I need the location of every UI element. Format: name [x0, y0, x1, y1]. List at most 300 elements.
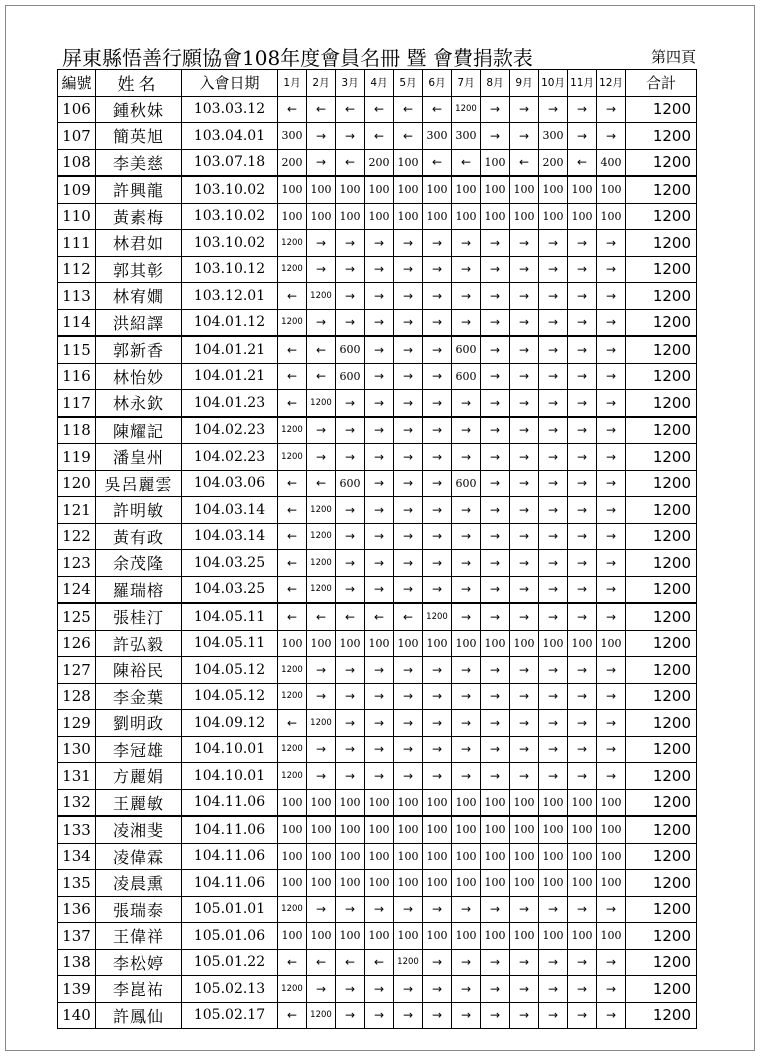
month-cell: → [394, 417, 423, 444]
join-date: 104.11.06 [182, 843, 278, 870]
header-row [58, 70, 697, 97]
month-cell: → [510, 896, 539, 923]
month-cell: → [336, 497, 365, 524]
month-cell: → [481, 949, 510, 976]
month-cell: 100 [539, 176, 568, 203]
month-cell: → [597, 710, 626, 737]
month-cell: → [568, 736, 597, 763]
month-cell: 100 [539, 870, 568, 897]
month-cell: ← [307, 603, 336, 630]
month-cell: 100 [510, 816, 539, 843]
month-cell: → [307, 683, 336, 710]
month-cell: → [597, 444, 626, 471]
member-number: 133 [58, 816, 96, 843]
month-cell: → [481, 576, 510, 603]
month-cell: → [597, 603, 626, 630]
month-cell: 100 [336, 923, 365, 950]
total-cell: 1200 [626, 256, 697, 283]
table-row [58, 309, 697, 336]
month-cell: → [597, 309, 626, 336]
month-cell: 100 [365, 816, 394, 843]
month-cell: 100 [365, 176, 394, 203]
total-cell: 1200 [626, 336, 697, 363]
month-cell: 100 [336, 789, 365, 816]
member-number: 107 [58, 123, 96, 150]
member-name: 許明敏 [96, 497, 182, 524]
month-cell: ← [365, 96, 394, 123]
month-cell: 100 [481, 630, 510, 657]
table-row [58, 444, 697, 471]
month-cell: 1200 [307, 710, 336, 737]
month-cell: 1200 [394, 949, 423, 976]
member-name: 李松婷 [96, 949, 182, 976]
month-cell: → [510, 949, 539, 976]
month-cell: → [568, 470, 597, 497]
month-cell: → [597, 96, 626, 123]
table-row [58, 736, 697, 763]
month-cell: → [336, 230, 365, 257]
header-month: 9月 [510, 70, 539, 97]
member-number: 134 [58, 843, 96, 870]
month-cell: → [423, 550, 452, 577]
header-month: 10月 [539, 70, 568, 97]
total-cell: 1200 [626, 657, 697, 684]
month-cell: → [336, 444, 365, 471]
month-cell: → [394, 710, 423, 737]
month-cell: 100 [510, 203, 539, 230]
month-cell: → [568, 949, 597, 976]
month-cell: → [307, 896, 336, 923]
member-number: 118 [58, 417, 96, 444]
month-cell: → [452, 576, 481, 603]
month-cell: → [510, 976, 539, 1003]
month-cell: 100 [539, 203, 568, 230]
month-cell: → [597, 523, 626, 550]
month-cell: → [481, 283, 510, 310]
month-cell: 1200 [278, 683, 307, 710]
month-cell: 100 [394, 816, 423, 843]
table-row [58, 176, 697, 203]
month-cell: 1200 [307, 497, 336, 524]
month-cell: 100 [394, 923, 423, 950]
month-cell: 600 [336, 363, 365, 390]
month-cell: 100 [510, 923, 539, 950]
member-name: 李冠雄 [96, 736, 182, 763]
join-date: 104.11.06 [182, 789, 278, 816]
month-cell: → [568, 390, 597, 417]
month-cell: → [597, 896, 626, 923]
month-cell: ← [278, 363, 307, 390]
month-cell: → [452, 283, 481, 310]
month-cell: 100 [568, 843, 597, 870]
join-date: 105.01.22 [182, 949, 278, 976]
month-cell: → [597, 1002, 626, 1029]
join-date: 104.05.11 [182, 603, 278, 630]
month-cell: → [568, 283, 597, 310]
join-date: 104.10.01 [182, 763, 278, 790]
month-cell: → [597, 736, 626, 763]
month-cell: 100 [539, 789, 568, 816]
table-row [58, 949, 697, 976]
member-number: 127 [58, 657, 96, 684]
month-cell: 100 [307, 789, 336, 816]
join-date: 103.03.12 [182, 96, 278, 123]
month-cell: ← [336, 603, 365, 630]
member-name: 陳裕民 [96, 657, 182, 684]
total-cell: 1200 [626, 1002, 697, 1029]
month-cell: 1200 [278, 444, 307, 471]
month-cell: 100 [423, 816, 452, 843]
month-cell: → [423, 363, 452, 390]
month-cell: → [452, 309, 481, 336]
month-cell: 100 [481, 149, 510, 176]
member-name: 林永欽 [96, 390, 182, 417]
month-cell: 100 [568, 176, 597, 203]
member-name: 黃有政 [96, 523, 182, 550]
month-cell: → [568, 444, 597, 471]
month-cell: → [568, 896, 597, 923]
member-name: 王偉祥 [96, 923, 182, 950]
join-date: 104.02.23 [182, 417, 278, 444]
month-cell: 100 [452, 870, 481, 897]
join-date: 105.01.01 [182, 896, 278, 923]
member-name: 李美慈 [96, 149, 182, 176]
month-cell: → [597, 470, 626, 497]
month-cell: → [452, 896, 481, 923]
month-cell: 100 [307, 630, 336, 657]
month-cell: → [307, 976, 336, 1003]
month-cell: ← [278, 550, 307, 577]
table-row [58, 390, 697, 417]
total-cell: 1200 [626, 603, 697, 630]
month-cell: → [510, 363, 539, 390]
member-name: 張瑞泰 [96, 896, 182, 923]
month-cell: → [365, 444, 394, 471]
month-cell: → [568, 497, 597, 524]
member-number: 115 [58, 336, 96, 363]
member-name: 王麗敏 [96, 789, 182, 816]
member-number: 113 [58, 283, 96, 310]
month-cell: 300 [539, 123, 568, 150]
member-name: 潘皇州 [96, 444, 182, 471]
total-cell: 1200 [626, 976, 697, 1003]
month-cell: ← [307, 949, 336, 976]
month-cell: → [365, 976, 394, 1003]
month-cell: → [597, 336, 626, 363]
month-cell: → [423, 497, 452, 524]
member-name: 黃素梅 [96, 203, 182, 230]
join-date: 104.09.12 [182, 710, 278, 737]
month-cell: → [452, 949, 481, 976]
month-cell: → [597, 230, 626, 257]
total-cell: 1200 [626, 283, 697, 310]
month-cell: 100 [510, 870, 539, 897]
month-cell: → [597, 976, 626, 1003]
month-cell: → [510, 550, 539, 577]
month-cell: → [307, 230, 336, 257]
month-cell: → [452, 763, 481, 790]
month-cell: → [365, 390, 394, 417]
month-cell: → [394, 470, 423, 497]
month-cell: 100 [597, 816, 626, 843]
member-number: 121 [58, 497, 96, 524]
month-cell: → [597, 417, 626, 444]
table-row [58, 603, 697, 630]
member-name: 林宥嫺 [96, 283, 182, 310]
month-cell: → [452, 736, 481, 763]
month-cell: 100 [510, 176, 539, 203]
header-month: 3月 [336, 70, 365, 97]
month-cell: → [481, 497, 510, 524]
month-cell: → [394, 336, 423, 363]
month-cell: 100 [336, 630, 365, 657]
month-cell: 100 [394, 870, 423, 897]
join-date: 103.10.12 [182, 256, 278, 283]
month-cell: → [394, 736, 423, 763]
month-cell: 100 [597, 843, 626, 870]
member-name: 吳呂麗雲 [96, 470, 182, 497]
month-cell: → [568, 230, 597, 257]
member-name: 張桂汀 [96, 603, 182, 630]
month-cell: → [336, 550, 365, 577]
join-date: 104.03.14 [182, 523, 278, 550]
join-date: 105.02.17 [182, 1002, 278, 1029]
month-cell: → [539, 283, 568, 310]
month-cell: 100 [394, 149, 423, 176]
total-cell: 1200 [626, 843, 697, 870]
total-cell: 1200 [626, 523, 697, 550]
month-cell: 100 [481, 923, 510, 950]
month-cell: → [539, 256, 568, 283]
table-row [58, 1002, 697, 1029]
join-date: 104.01.23 [182, 390, 278, 417]
month-cell: 1200 [307, 390, 336, 417]
member-number: 109 [58, 176, 96, 203]
month-cell: 100 [365, 203, 394, 230]
member-name: 李金葉 [96, 683, 182, 710]
month-cell: 100 [307, 203, 336, 230]
member-number: 111 [58, 230, 96, 257]
join-date: 104.05.12 [182, 683, 278, 710]
month-cell: 1200 [278, 763, 307, 790]
month-cell: 600 [336, 470, 365, 497]
table-row [58, 763, 697, 790]
month-cell: → [510, 497, 539, 524]
month-cell: → [510, 736, 539, 763]
table-row [58, 657, 697, 684]
month-cell: ← [278, 470, 307, 497]
month-cell: → [394, 576, 423, 603]
month-cell: → [452, 444, 481, 471]
month-cell: → [336, 710, 365, 737]
join-date: 104.01.21 [182, 363, 278, 390]
month-cell: → [539, 497, 568, 524]
month-cell: 1200 [307, 523, 336, 550]
total-cell: 1200 [626, 470, 697, 497]
member-name: 凌偉霖 [96, 843, 182, 870]
month-cell: 100 [278, 870, 307, 897]
header-month: 6月 [423, 70, 452, 97]
member-number: 126 [58, 630, 96, 657]
month-cell: → [423, 470, 452, 497]
member-name: 凌湘斐 [96, 816, 182, 843]
table-row [58, 203, 697, 230]
month-cell: → [510, 96, 539, 123]
month-cell: 100 [481, 816, 510, 843]
month-cell: → [365, 657, 394, 684]
header-total: 合計 [626, 70, 697, 97]
table-row [58, 497, 697, 524]
month-cell: → [307, 444, 336, 471]
month-cell: → [394, 976, 423, 1003]
month-cell: → [568, 96, 597, 123]
month-cell: → [423, 256, 452, 283]
month-cell: 100 [452, 843, 481, 870]
month-cell: → [452, 1002, 481, 1029]
month-cell: 100 [394, 843, 423, 870]
month-cell: → [539, 683, 568, 710]
month-cell: ← [307, 336, 336, 363]
header-name: 姓名 [96, 70, 182, 97]
month-cell: 1200 [278, 976, 307, 1003]
month-cell: ← [278, 336, 307, 363]
member-name: 余茂隆 [96, 550, 182, 577]
table-row [58, 870, 697, 897]
join-date: 104.05.11 [182, 630, 278, 657]
total-cell: 1200 [626, 390, 697, 417]
join-date: 104.03.25 [182, 576, 278, 603]
month-cell: → [481, 309, 510, 336]
table-row [58, 896, 697, 923]
month-cell: 600 [452, 470, 481, 497]
member-name: 郭其彰 [96, 256, 182, 283]
member-number: 128 [58, 683, 96, 710]
month-cell: 100 [568, 630, 597, 657]
month-cell: → [365, 230, 394, 257]
header-no: 編號 [58, 70, 96, 97]
table-row [58, 256, 697, 283]
total-cell: 1200 [626, 309, 697, 336]
month-cell: ← [423, 149, 452, 176]
month-cell: 100 [278, 203, 307, 230]
month-cell: → [423, 736, 452, 763]
total-cell: 1200 [626, 736, 697, 763]
month-cell: → [365, 283, 394, 310]
month-cell: → [394, 896, 423, 923]
month-cell: 100 [423, 176, 452, 203]
month-cell: → [481, 417, 510, 444]
month-cell: → [481, 683, 510, 710]
month-cell: → [597, 763, 626, 790]
month-cell: 100 [365, 630, 394, 657]
month-cell: 100 [278, 630, 307, 657]
month-cell: 100 [365, 789, 394, 816]
month-cell: → [539, 96, 568, 123]
month-cell: → [394, 683, 423, 710]
join-date: 104.03.14 [182, 497, 278, 524]
month-cell: → [510, 417, 539, 444]
month-cell: → [568, 256, 597, 283]
header-month: 7月 [452, 70, 481, 97]
month-cell: → [539, 603, 568, 630]
month-cell: ← [278, 283, 307, 310]
month-cell: 100 [510, 789, 539, 816]
month-cell: → [539, 309, 568, 336]
join-date: 103.12.01 [182, 283, 278, 310]
member-name: 林君如 [96, 230, 182, 257]
month-cell: → [307, 763, 336, 790]
member-number: 110 [58, 203, 96, 230]
month-cell: 100 [394, 176, 423, 203]
month-cell: → [423, 710, 452, 737]
month-cell: → [539, 523, 568, 550]
total-cell: 1200 [626, 203, 697, 230]
month-cell: → [510, 683, 539, 710]
join-date: 104.11.06 [182, 870, 278, 897]
month-cell: → [481, 256, 510, 283]
month-cell: 1200 [278, 417, 307, 444]
month-cell: → [597, 256, 626, 283]
month-cell: → [481, 1002, 510, 1029]
month-cell: → [365, 256, 394, 283]
month-cell: ← [307, 470, 336, 497]
total-cell: 1200 [626, 576, 697, 603]
month-cell: → [481, 710, 510, 737]
member-number: 123 [58, 550, 96, 577]
month-cell: → [539, 657, 568, 684]
member-name: 劉明政 [96, 710, 182, 737]
month-cell: 100 [510, 843, 539, 870]
month-cell: → [423, 444, 452, 471]
month-cell: 100 [539, 843, 568, 870]
month-cell: → [307, 417, 336, 444]
month-cell: → [539, 763, 568, 790]
header-join-date: 入會日期 [182, 70, 278, 97]
month-cell: 1200 [452, 96, 481, 123]
member-number: 114 [58, 309, 96, 336]
month-cell: → [452, 497, 481, 524]
month-cell: → [481, 603, 510, 630]
member-number: 129 [58, 710, 96, 737]
month-cell: → [510, 309, 539, 336]
month-cell: → [568, 309, 597, 336]
month-cell: → [394, 363, 423, 390]
month-cell: 1200 [278, 256, 307, 283]
member-name: 簡英旭 [96, 123, 182, 150]
month-cell: 1200 [423, 603, 452, 630]
month-cell: ← [336, 949, 365, 976]
month-cell: → [597, 497, 626, 524]
table-row [58, 710, 697, 737]
month-cell: → [394, 523, 423, 550]
month-cell: → [365, 309, 394, 336]
month-cell: 600 [452, 363, 481, 390]
month-cell: → [452, 657, 481, 684]
month-cell: 100 [365, 843, 394, 870]
month-cell: → [510, 710, 539, 737]
table-row [58, 976, 697, 1003]
month-cell: → [336, 390, 365, 417]
total-cell: 1200 [626, 710, 697, 737]
month-cell: → [452, 710, 481, 737]
month-cell: → [336, 896, 365, 923]
month-cell: → [452, 603, 481, 630]
month-cell: 100 [568, 870, 597, 897]
month-cell: 1200 [278, 230, 307, 257]
month-cell: → [568, 417, 597, 444]
month-cell: 100 [394, 630, 423, 657]
month-cell: → [423, 896, 452, 923]
